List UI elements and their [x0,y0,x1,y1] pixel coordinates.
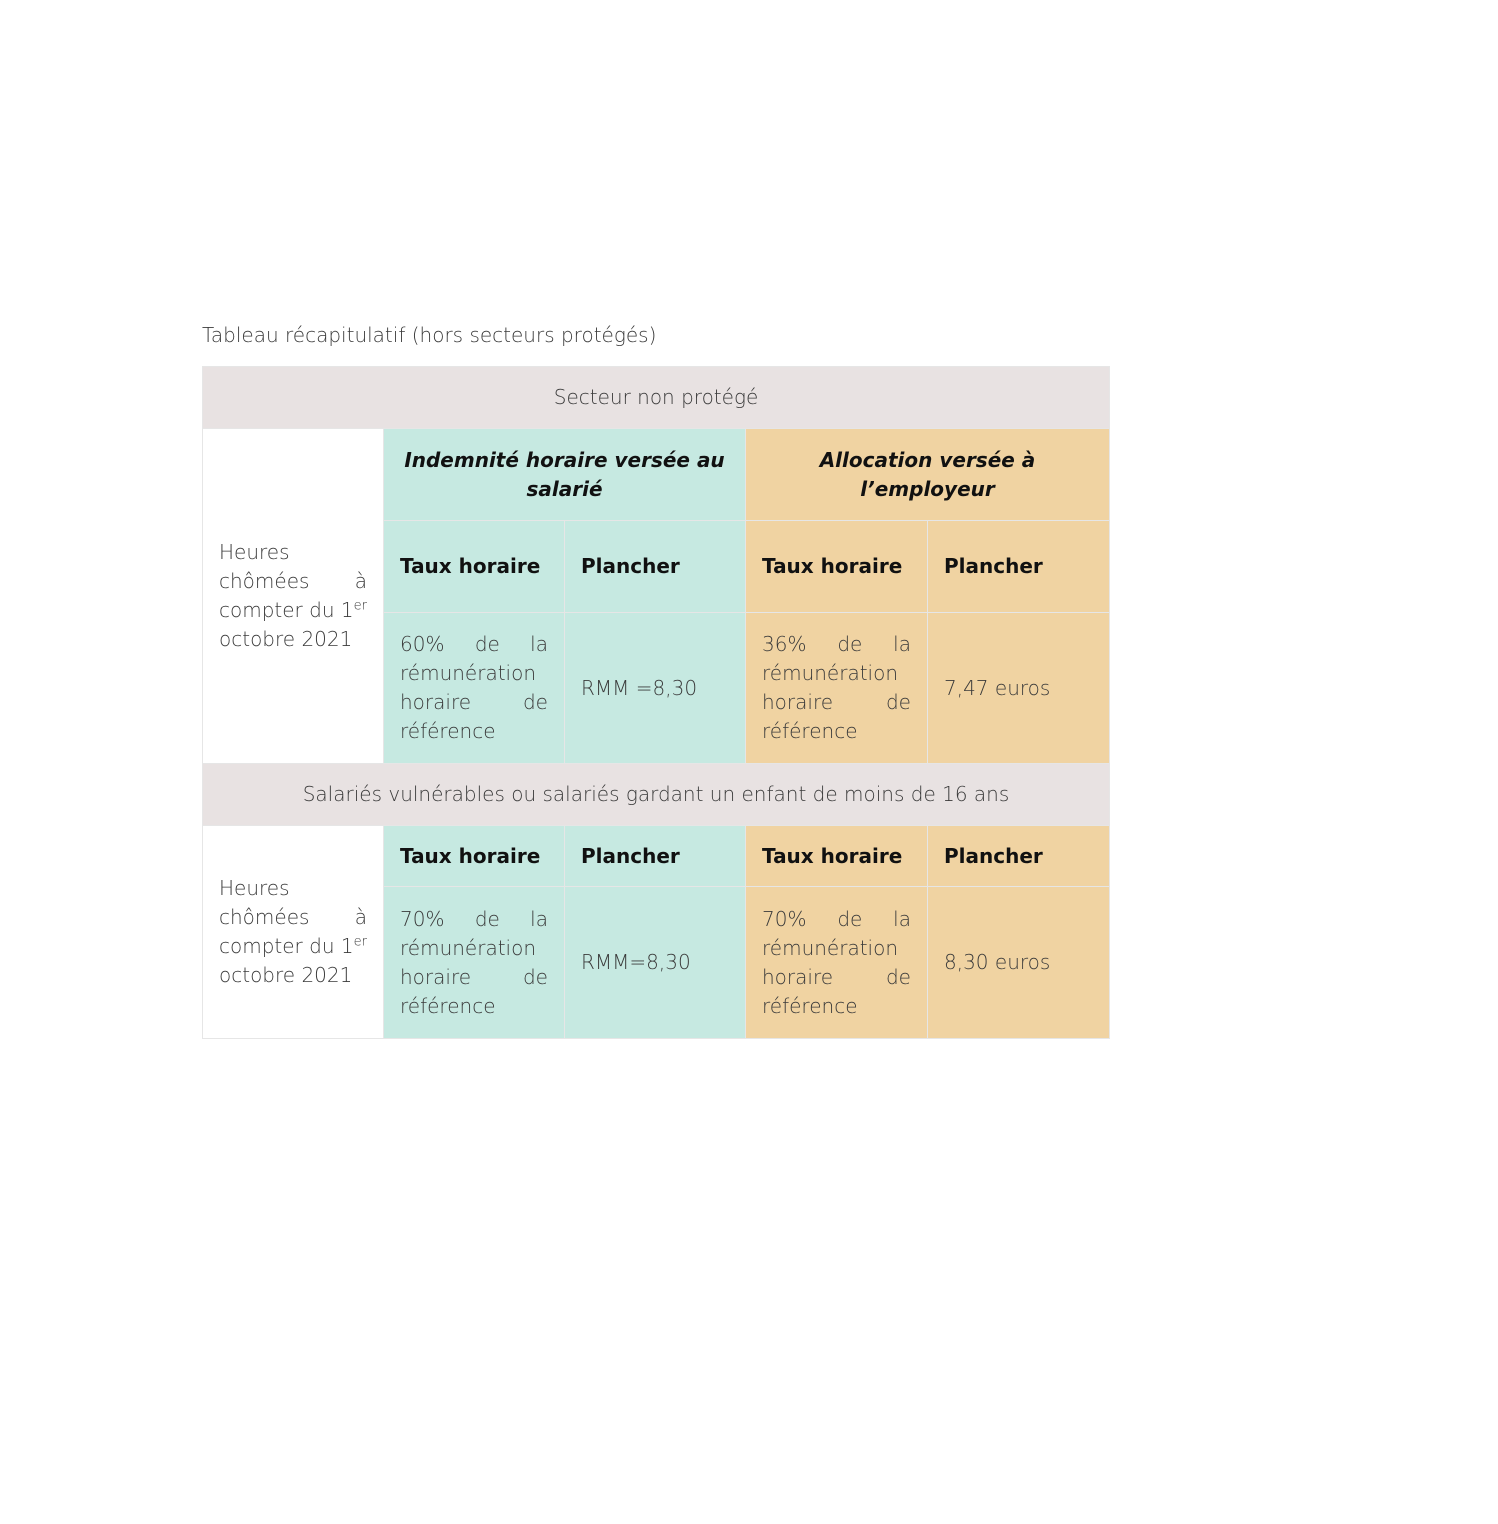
section-title-non-protected: Secteur non protégé [203,367,1110,429]
row-label-sup: er [353,934,367,950]
value-plancher-employeur: 8,30 euros [928,887,1110,1039]
group-header-employeur: Allocation versée à l’employeur [746,429,1110,521]
row-label-hours [203,826,384,1039]
header-plancher-salarie: Plancher [565,521,746,613]
header-taux-employeur: Taux horaire [746,521,928,613]
value-taux-employeur: 36% de la rémunération horaire de référence [746,613,928,764]
header-taux-employeur: Taux horaire [746,826,928,887]
group-header-salarie: Indemnité horaire versée au salarié [384,429,746,521]
column-header-row [203,826,1110,887]
header-taux-salarie: Taux horaire [384,521,565,613]
row-label-sup: er [353,598,367,614]
value-taux-salarie: 60% de la rémunération horaire de référence [384,613,565,764]
header-plancher-employeur: Plancher [928,826,1110,887]
row-label-text: Heures chômées à compter du 1 [219,540,367,622]
section-header-row [203,367,1110,429]
section-header-row [203,764,1110,826]
section-title-vulnerable: Salariés vulnérables ou salariés gardant un enfant de moins de 16 ans [203,764,1110,826]
row-label-text-end: octobre 2021 [219,627,353,651]
row-label-hours [203,429,384,764]
value-plancher-salarie: RMM=8,30 [565,887,746,1039]
value-taux-salarie: 70% de la rémunération horaire de référence [384,887,565,1039]
table-caption: Tableau récapitulatif (hors secteurs protégés) [202,323,657,347]
header-taux-salarie: Taux horaire [384,826,565,887]
row-label-text-end: octobre 2021 [219,963,353,987]
value-plancher-salarie: RMM =8,30 [565,613,746,764]
header-plancher-salarie: Plancher [565,826,746,887]
row-label-text: Heures chômées à compter du 1 [219,876,367,958]
value-taux-employeur: 70% de la rémunération horaire de référence [746,887,928,1039]
group-header-row [203,429,1110,521]
value-plancher-employeur: 7,47 euros [928,613,1110,764]
summary-table [202,366,1110,1039]
header-plancher-employeur: Plancher [928,521,1110,613]
